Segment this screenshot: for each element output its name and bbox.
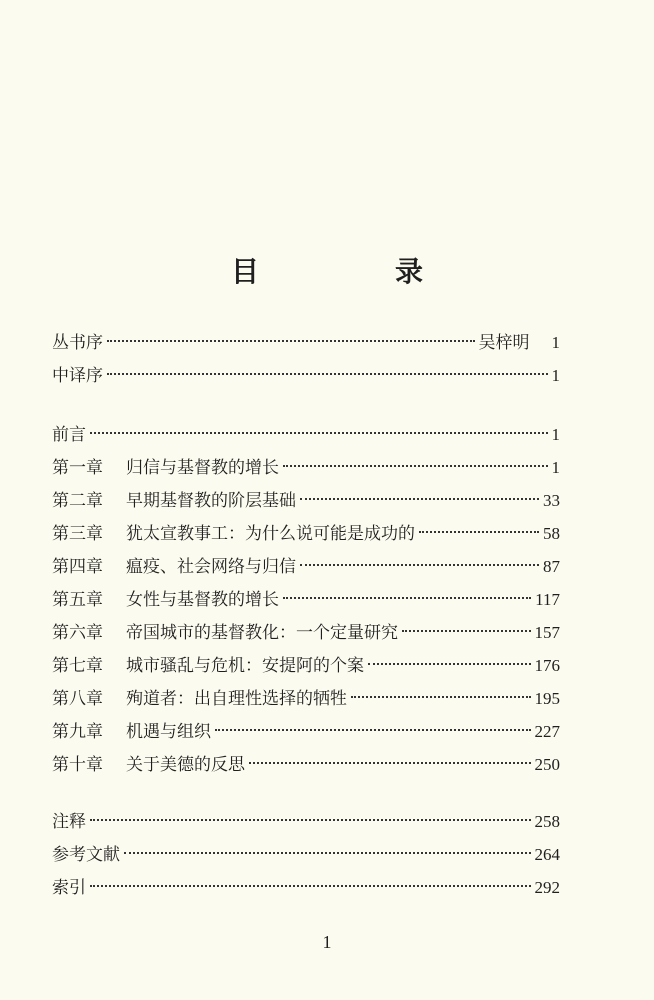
dot-leader: [283, 596, 531, 599]
toc-entry-page: 195: [534, 689, 560, 708]
toc-entry-chapter-2: [52, 484, 560, 517]
toc-entry-page: 250: [534, 755, 560, 774]
toc-entry-title: 帝国城市的基督教化：一个定量研究: [126, 623, 398, 643]
toc-entry-page: 33: [543, 491, 560, 510]
chapter-number: 第一章: [52, 458, 103, 478]
chapter-number: 第六章: [52, 623, 103, 643]
toc-entry-chapter-10: [52, 748, 560, 781]
toc-entry-title: 前言: [52, 425, 86, 445]
toc-entry-page: 1: [551, 458, 560, 477]
toc-entry-title: 中译序: [52, 366, 103, 386]
toc-entry-page: 258: [534, 812, 560, 831]
chapter-number: 第八章: [52, 689, 103, 709]
toc-entry-chapter-4: [52, 550, 560, 583]
toc-entry-page: 292: [534, 878, 560, 897]
toc-entry-translator-preface: [52, 359, 560, 392]
chapter-number: 第九章: [52, 722, 103, 742]
dot-leader: [402, 629, 531, 632]
dot-leader: [107, 339, 475, 342]
toc-entry-title: 女性与基督教的增长: [126, 590, 279, 610]
toc-entry-index: [52, 871, 560, 904]
toc-entry-chapter-1: [52, 451, 560, 484]
chapter-number: 第十章: [52, 755, 103, 775]
toc-entry-title: 丛书序: [52, 333, 103, 353]
dot-leader: [215, 728, 531, 731]
toc-entry-page: 58: [543, 524, 560, 543]
dot-leader: [419, 530, 539, 533]
dot-leader: [351, 695, 531, 698]
dot-leader: [90, 884, 531, 887]
toc-entry-title: 索引: [52, 878, 86, 898]
dot-leader: [283, 464, 548, 467]
toc-entry-chapter-5: [52, 583, 560, 616]
toc-entry-title: 城市骚乱与危机：安提阿的个案: [126, 656, 364, 676]
toc-entry-chapter-9: [52, 715, 560, 748]
toc-entry-page: 157: [534, 623, 560, 642]
toc-entry-title: 殉道者：出自理性选择的牺牲: [126, 689, 347, 709]
dot-leader: [300, 563, 539, 566]
toc-entry-title: 参考文献: [52, 845, 120, 865]
dot-leader: [90, 431, 548, 434]
toc-entry-page: 1: [551, 366, 560, 385]
toc-entry-page: 1: [551, 425, 560, 444]
toc-entry-notes: [52, 805, 560, 838]
toc-entry-page: 1: [551, 333, 560, 352]
toc-entry-title: 早期基督教的阶层基础: [126, 491, 296, 511]
toc-entry-bibliography: [52, 838, 560, 871]
chapter-number: 第三章: [52, 524, 103, 544]
toc-entry-chapter-7: [52, 649, 560, 682]
dot-leader: [368, 662, 531, 665]
toc-title: 目 录: [230, 255, 477, 288]
chapter-number: 第五章: [52, 590, 103, 610]
toc-entry-page: 176: [534, 656, 560, 675]
toc-entry-title: 关于美德的反思: [126, 755, 245, 775]
dot-leader: [107, 372, 548, 375]
toc-entry-chapter-3: [52, 517, 560, 550]
toc-entry-page: 87: [543, 557, 560, 576]
toc-entry-introduction: [52, 418, 560, 451]
dot-leader: [90, 818, 531, 821]
table-of-contents: [52, 326, 560, 904]
toc-entry-page: 227: [534, 722, 560, 741]
toc-entry-author: 吴梓明: [478, 333, 530, 353]
dot-leader: [300, 497, 539, 500]
chapter-number: 第七章: [52, 656, 103, 676]
toc-entry-title: 注释: [52, 812, 86, 832]
toc-entry-title: 归信与基督教的增长: [126, 458, 279, 478]
dot-leader: [249, 761, 531, 764]
chapter-number: 第四章: [52, 557, 103, 577]
dot-leader: [124, 851, 531, 854]
toc-entry-series-preface: [52, 326, 560, 359]
toc-entry-title: 犹太宣教事工：为什么说可能是成功的: [126, 524, 415, 544]
toc-entry-page: 117: [535, 590, 560, 609]
toc-entry-chapter-6: [52, 616, 560, 649]
toc-entry-title: 机遇与组织: [126, 722, 211, 742]
toc-entry-page: 264: [534, 845, 560, 864]
toc-entry-title: 瘟疫、社会网络与归信: [126, 557, 296, 577]
chapter-number: 第二章: [52, 491, 103, 511]
page-number: 1: [322, 932, 332, 952]
toc-entry-chapter-8: [52, 682, 560, 715]
